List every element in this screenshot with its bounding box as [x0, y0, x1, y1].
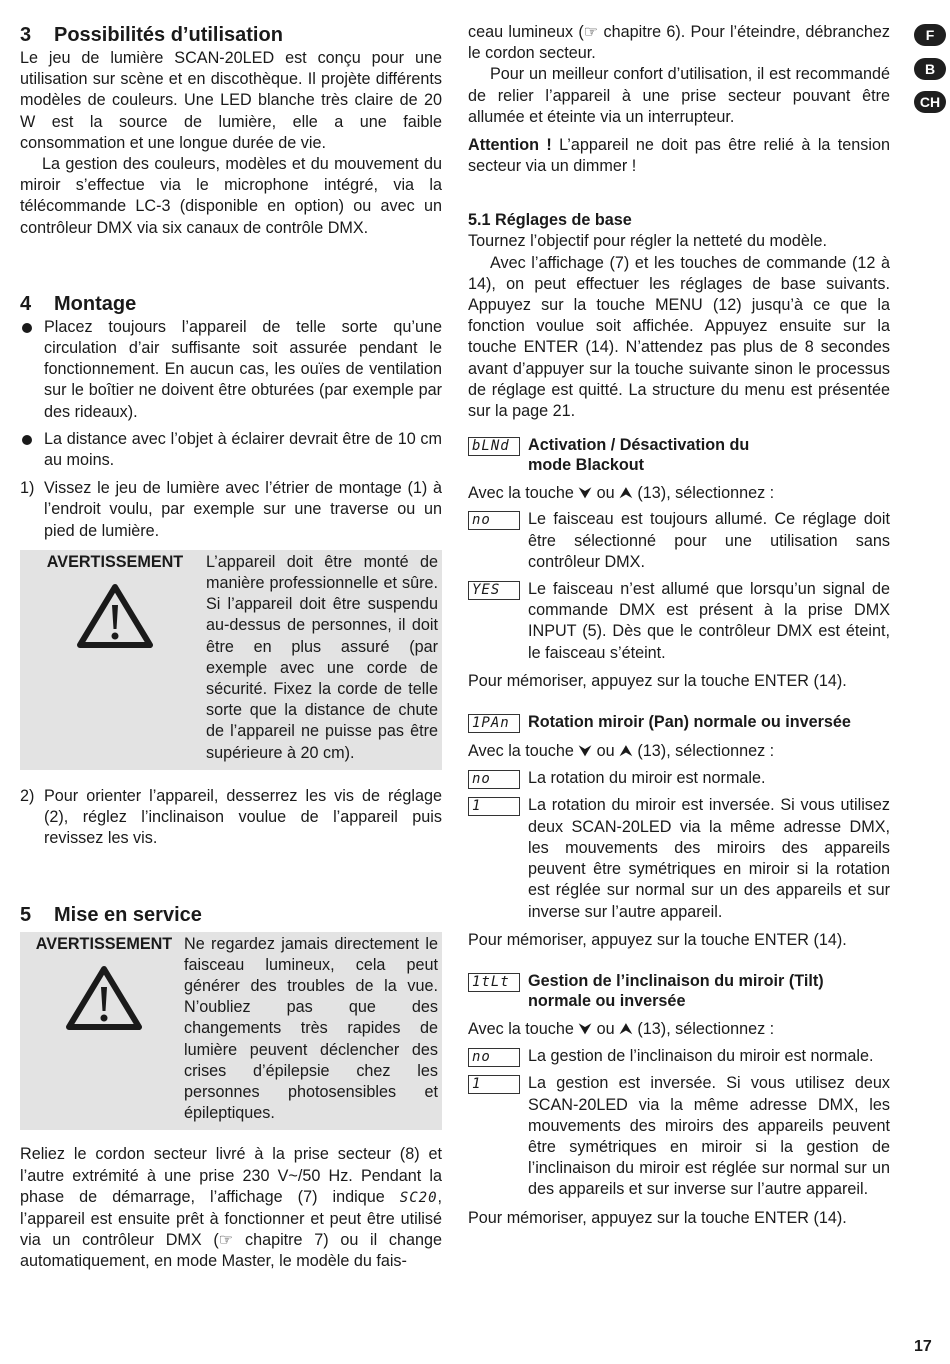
warning-title: AVERTISSEMENT: [46, 552, 184, 571]
section-3-paragraph-1: Le jeu de lumière SCAN-20LED est conçu pour une utilisation sur scène et en discothèque. Il projète différents modèles de couleurs. Une LED blanche très claire de 20 W est la source de lumière, elle a une faible consommation et une longue durée de vie.: [20, 49, 442, 152]
memo-instruction: Pour mémoriser, appuyez sur la touche ENTER (14).: [468, 1208, 847, 1227]
warning-triangle-icon: [76, 583, 154, 649]
warning-title: AVERTISSEMENT: [35, 934, 173, 953]
section-5-1-paragraph-2: Avec l’affichage (7) et les touches de commande (12 à 14), on peut effectuer les réglages de base suivants. Appuyez sur la touche MENU (12) jusqu’à ce que la fonction voulue soit affichée. Appuyez ensuite sur la touche ENTER (14). N’attendez pas plus de 8 secondes avant d’appuyer sur la touche suivante sinon le processus de réglage est quitté. La structure du menu est présentée sur la page 21.: [468, 253, 890, 421]
page-number: 17: [914, 1338, 932, 1355]
language-badge-ch: CH: [914, 91, 946, 113]
warning-box-light: [20, 932, 442, 1131]
display-code: 1tLt: [468, 973, 520, 992]
continued-paragraph: ceau lumineux (☞ chapitre 6). Pour l’éteindre, débranchez le cordon secteur.: [468, 23, 890, 63]
section-5-1-paragraph-1: Tournez l’objectif pour régler la netteté du modèle.: [468, 232, 828, 251]
attention-paragraph: Attention ! L’appareil ne doit pas être relié à la tension secteur via un dimmer !: [468, 136, 890, 176]
display-readout: SC20: [399, 1189, 438, 1206]
option-no: no La rotation du miroir est normale.: [468, 768, 890, 789]
language-badge-b: B: [914, 58, 946, 80]
option-no: no La gestion de l’inclinaison du miroir est normale.: [468, 1046, 890, 1067]
option-inverse: 1 La rotation du miroir est inversée. Si vous utilisez deux SCAN-20LED via la même adresse DMX, les mouvements des miroirs des appareils peuvent être symétriques en miroir si la rotation est réglée sur normal sur un des appareils et sur inverse sur l’autre appareil.: [468, 795, 890, 922]
param-pan: 1PAn Rotation miroir (Pan) normale ou inversée: [468, 712, 890, 733]
param-blackout: bLNd Activation / Désactivation du mode Blackout: [468, 435, 890, 475]
bullet-ventilation: Placez toujours l’appareil de telle sorte qu’une circulation d’air suffisante soit assurée pendant le fonctionnement. En aucun cas, les ouïes de ventilation sur le boîtier ne doivent être obturées (par exemple par des rideaux).: [20, 317, 442, 423]
bullet-distance: La distance avec l’objet à éclairer devrait être de 10 cm au moins.: [20, 429, 442, 471]
display-code: bLNd: [468, 437, 520, 456]
section-5-heading: 5 Mise en service: [20, 903, 202, 926]
warning-triangle-icon: [65, 965, 143, 1031]
select-instruction: Avec la touche ⮟ ou ⮝ (13), sélectionnez :: [468, 484, 775, 503]
warning-text-mounting: L’appareil doit être monté de manière professionnelle et sûre. Si l’appareil doit être suspendu au-dessus de personnes, il doit être en plus assuré (par exemple avec une corde de sécurité. Fixez la corde de telle sorte que la distance de chute de l’appareil ne puisse pas être supérieure à 20 cm).: [206, 552, 438, 762]
option-inverse: 1 La gestion est inversée. Si vous utilisez deux SCAN-20LED via la même adresse DMX, les mouvements des miroirs des appareils peuvent être symétriques en miroir si la gestion de l’inclinaison du miroir est réglée sur normal sur un des appareils et sur inverse sur l’autre appareil.: [468, 1073, 890, 1200]
option-yes: YES Le faisceau n’est allumé que lorsqu’un signal de commande DMX est présent à la prise DMX INPUT (5). Dès que le contrôleur DMX est éteint, le faisceau s’éteint.: [468, 579, 890, 664]
step-1: 1) Vissez le jeu de lumière avec l’étrier de montage (1) à l’endroit voulu, par exemple sur une traverse ou un pied de lumière.: [20, 479, 442, 540]
memo-instruction: Pour mémoriser, appuyez sur la touche ENTER (14).: [468, 671, 847, 690]
left-column: [20, 22, 442, 1273]
section-4-heading: 4 Montage: [20, 292, 137, 315]
warning-box-mounting: [20, 550, 442, 770]
warning-text-light: Ne regardez jamais directement le faisceau lumineux, cela peut générer des troubles de la vue. N’oubliez pas que des changements très rapides de lumière peuvent déclencher des crises d’épilepsie chez les personnes photosensibles et épileptiques.: [184, 934, 438, 1123]
param-tilt: 1tLt Gestion de l’inclinaison du miroir (Tilt) normale ou inversée: [468, 971, 890, 1011]
comfort-paragraph: Pour un meilleur confort d’utilisation, il est recommandé de relier l’appareil à une prise secteur pouvant être allumée et éteinte via un interrupteur.: [468, 65, 890, 126]
section-5-paragraph: Reliez le cordon secteur livré à la prise secteur (8) et l’autre extrémité à une prise 230 V~/50 Hz. Pendant la phase de démarrage, l’affichage (7) indique SC20, l’appareil est ensuite prêt à fonctionner et peut être utilisé via un contrôleur DMX (☞ chapitre 7) ou il change automatiquement, en mode Master, le modèle du fais-: [20, 1145, 442, 1271]
option-no: no Le faisceau est toujours allumé. Ce réglage doit être sélectionné pour une utilisation sans contrôleur DMX.: [468, 509, 890, 573]
section-5-1-heading: 5.1 Réglages de base: [468, 211, 632, 230]
select-instruction: Avec la touche ⮟ ou ⮝ (13), sélectionnez :: [468, 742, 775, 761]
right-column: [468, 22, 890, 1229]
section-3-paragraph-2: La gestion des couleurs, modèles et du mouvement du miroir s’effectue via le microphone intégré, via la télécommande LC-3 (disponible en option) ou avec un contrôleur DMX via six canaux de contrôle DMX.: [20, 155, 442, 237]
memo-instruction: Pour mémoriser, appuyez sur la touche ENTER (14).: [468, 930, 847, 949]
display-code: 1PAn: [468, 714, 520, 733]
step-2: 2) Pour orienter l’appareil, desserrez les vis de réglage (2), réglez l’inclinaison voulue de l’appareil puis revissez les vis.: [20, 786, 442, 848]
language-badge-f: F: [914, 24, 946, 46]
select-instruction: Avec la touche ⮟ ou ⮝ (13), sélectionnez :: [468, 1019, 775, 1038]
section-3-heading: 3 Possibilités d’utilisation: [20, 24, 283, 46]
